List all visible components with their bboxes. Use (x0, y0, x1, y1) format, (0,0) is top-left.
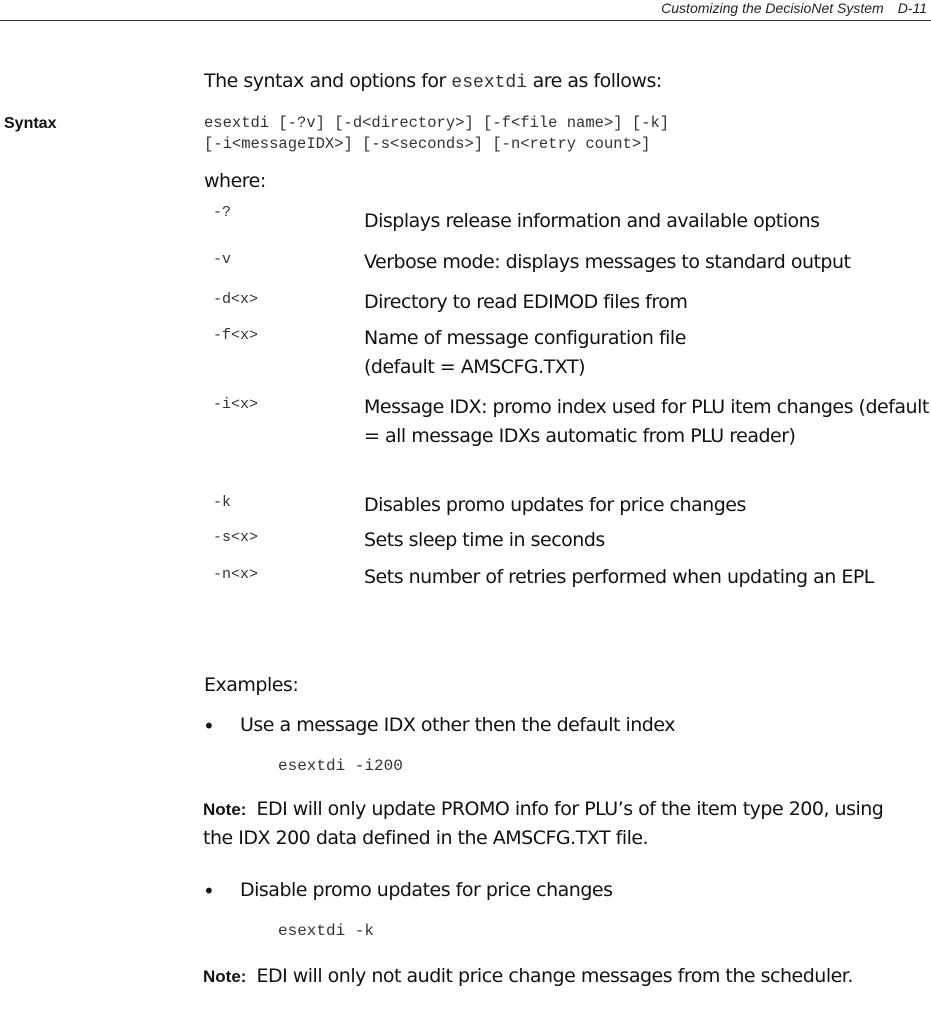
header-title: Customizing the DecisioNet System (661, 0, 884, 16)
example-note (203, 962, 903, 991)
bullet-icon: • (203, 879, 215, 903)
option-flag: -v (213, 251, 232, 268)
option-flag: -d<x> (213, 291, 259, 308)
option-flag: -? (213, 204, 232, 221)
example-code: esextdi -i200 (278, 757, 403, 775)
example-note (203, 795, 918, 853)
page-number: D-11 (897, 0, 927, 16)
note-label: Note: (203, 967, 247, 986)
syntax-line-1: esextdi [-?v] [-d<directory>] [-f<file name>] [-k] (204, 114, 670, 132)
where-label: where: (204, 170, 266, 192)
option-desc: Sets sleep time in seconds (364, 529, 605, 551)
option-flag: -i<x> (213, 396, 259, 413)
example-text: Disable promo updates for price changes (240, 879, 613, 901)
option-flag: -s<x> (213, 529, 259, 546)
option-desc: Displays release information and available options (364, 210, 820, 232)
note-label: Note: (203, 800, 247, 819)
option-desc: Directory to read EDIMOD files from (364, 291, 688, 313)
bullet-icon: • (203, 714, 215, 738)
header-rule (0, 20, 931, 21)
syntax-line-2: [-i<messageIDX>] [-s<seconds>] [-n<retry count>] (204, 135, 651, 153)
option-flag: -n<x> (213, 566, 259, 583)
option-desc: Verbose mode: displays messages to standard output (364, 251, 851, 273)
option-desc: Name of message configuration file (default = AMSCFG.TXT) (364, 327, 686, 378)
syntax-label: Syntax (4, 115, 57, 132)
page-header (661, 0, 927, 16)
intro-command: esextdi (451, 73, 528, 93)
intro-after: are as follows: (527, 70, 662, 92)
examples-label: Examples: (204, 674, 299, 696)
note-text: EDI will only not audit price change messages from the scheduler. (256, 965, 853, 987)
option-desc: Message IDX: promo index used for PLU item changes (default = all message IDXs automatic from PLU reader) (364, 396, 929, 447)
example-code: esextdi -k (278, 922, 375, 940)
intro-sentence (204, 70, 662, 93)
option-desc: Disables promo updates for price changes (364, 494, 746, 516)
example-text: Use a message IDX other then the default index (240, 714, 675, 736)
option-flag: -f<x> (213, 327, 259, 344)
option-flag: -k (213, 494, 232, 511)
note-text: EDI will only update PROMO info for PLU’s of the item type 200, using the IDX 200 data defined in the AMSCFG.TXT file. (203, 798, 884, 849)
option-desc: Sets number of retries performed when updating an EPL (364, 566, 874, 588)
intro-before: The syntax and options for (204, 70, 452, 92)
